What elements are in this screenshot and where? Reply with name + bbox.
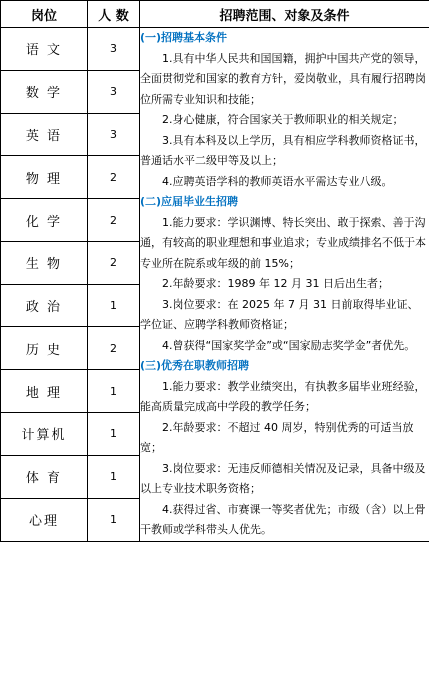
position-cell: 化 学 [1,199,88,242]
header-position: 岗位 [1,1,88,28]
position-cell: 政 治 [1,284,88,327]
header-conditions: 招聘范围、对象及条件 [140,1,429,28]
condition-item: 1.能力要求：学识渊博、特长突出、敢于探索、善于沟通，有较高的职业理想和事业追求；专业成绩排名不低于本专业所在院系或年级的前 15%； [140,215,426,270]
position-cell: 心理 [1,498,88,541]
count-cell: 1 [88,370,140,413]
count-cell: 2 [88,199,140,242]
position-cell: 体 育 [1,455,88,498]
count-cell: 2 [88,327,140,370]
count-cell: 2 [88,241,140,284]
condition-item: 1.能力要求：教学业绩突出，有执教多届毕业班经验，能高质量完成高中学段的教学任务； [140,379,426,413]
position-cell: 数 学 [1,70,88,113]
position-cell: 语 文 [1,28,88,71]
count-cell: 2 [88,156,140,199]
count-cell: 3 [88,70,140,113]
position-cell: 生 物 [1,241,88,284]
condition-item: 2.身心健康，符合国家关于教师职业的相关规定； [162,113,404,126]
section-title: (二)应届毕业生招聘 [140,195,239,208]
count-cell: 1 [88,498,140,541]
position-cell: 计算机 [1,413,88,456]
count-cell: 1 [88,455,140,498]
condition-item: 3.岗位要求：无违反师德相关情况及记录，具备中级及以上专业技术职务资格； [140,461,426,495]
count-cell: 1 [88,284,140,327]
position-cell: 历 史 [1,327,88,370]
table-row [1,28,429,71]
condition-item: 3.岗位要求：在 2025 年 7 月 31 日前取得毕业证、学位证、应聘学科教师资格证； [140,297,419,331]
section-title: (一)招聘基本条件 [140,31,228,44]
count-cell: 3 [88,28,140,71]
header-row [1,1,429,28]
condition-item: 4.曾获得“国家奖学金”或“国家励志奖学金”者优先。 [162,338,416,352]
position-cell: 英 语 [1,113,88,156]
count-cell: 1 [88,413,140,456]
header-count: 人 数 [88,1,140,28]
condition-item: 1.具有中华人民共和国国籍，拥护中国共产党的领导，全面贯彻党和国家的教育方针，爱岗敬业，具有履行招聘岗位所需专业知识和技能； [140,51,426,106]
condition-item: 4.获得过省、市赛课一等奖者优先；市级（含）以上骨干教师或学科带头人优先。 [140,502,426,536]
conditions-cell [140,28,429,542]
condition-item: 2.年龄要求：不超过 40 周岁，特别优秀的可适当放宽； [140,420,414,454]
section-title: (三)优秀在职教师招聘 [140,359,250,372]
count-cell: 3 [88,113,140,156]
condition-item: 4.应聘英语学科的教师英语水平需达专业八级。 [162,174,393,188]
condition-item: 2.年龄要求：1989 年 12 月 31 日后出生者； [162,277,389,290]
position-cell: 物 理 [1,156,88,199]
condition-item: 3.具有本科及以上学历，具有相应学科教师资格证书，普通话水平二级甲等及以上； [140,133,426,167]
position-cell: 地 理 [1,370,88,413]
